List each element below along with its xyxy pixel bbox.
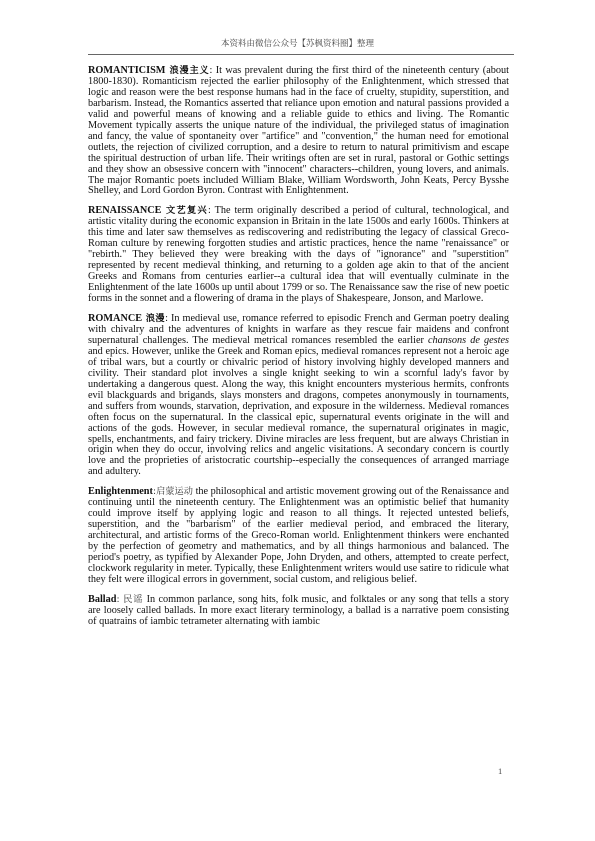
entry-term: ROMANTICISM (88, 65, 166, 76)
glossary-entry-ballad (88, 595, 509, 628)
entry-definition: In common parlance, song hits, folk music, and folktales or any song that tells a story are loosely called ballads. In more exact literary terminology, a ballad is a narrative poem consisting of quatrains of iambic tetrameter alternating with iambic (88, 593, 509, 627)
entry-definition: The term originally described a period of cultural, technological, and artistic vitality during the economic expansion in Britain in the late 1500s and early 1600s. Thinkers at this time and later saw themselves as rediscovering and redistributing the legacy of classical Greco-Roman culture by renewing forgotten studies and artistic practices, hence the name "renaissance" or "rebirth." They believed they were breaking with the days of "ignorance" and "superstition" represented by recent medieval thinking, and returning to a golden age akin to that of the ancient Greeks and Romans from centuries earlier--a cultural idea that will eventually culminate in the Enlightenment of the late 1600s up until about 1799 or so. The Renaissance saw the rise of new poetic forms in the sonnet and a flowering of drama in the plays of Shakespeare, Jonson, and Marlowe. (88, 205, 509, 305)
document-body (88, 66, 509, 637)
entry-definition: It was prevalent during the first third of the nineteenth century (about 1800-1830). Romanticism rejected the earlier philosophy of the Enlightenment, which stressed that logic and reason were the best response humans had in the face of cruelty, stupidity, superstition, and barbarism. Instead, the Romantics asserted that reliance upon emotion and natural passions provided a valid and powerful means of knowing and a reliable guide to ethics and living. The Romantic Movement typically asserts the unique nature of the individual, the privileged status of imagination and fancy, the value of spontaneity over "artifice" and "convention," the human need for emotional outlets, the rejection of civilized corruption, and a desire to return to natural primitivism and escape the spiritual destruction of urban life. Their writings often are set in rural, pastoral or Gothic settings and they show an obsessive concern with "innocent" characters--children, young lovers, and animals. The major Romantic poets included William Blake, William Wordsworth, John Keats, Percy Bysshe Shelley, and Lord Gordon Byron. Contrast with Enlightenment. (88, 65, 509, 197)
entry-chinese-term: 文艺复兴 (165, 205, 208, 217)
entry-definition: In medieval use, romance referred to episodic French and German poetry dealing with chivalry and the adventures of knights in warfare as they rescue fair maidens and confront supernatural challenges. The medieval metrical romances resembled the earlier (88, 313, 509, 346)
entry-definition: the philosophical and artistic movement growing out of the Renaissance and continuing until the nineteenth century. The Enlightenment was an optimistic belief that humanity could improve itself by applying logic and reason to all things. It rejected untested beliefs, superstition, and the "barbarism" of the earlier medieval period, and embraced the literary, architectural, and artistic forms of the Greco-Roman world. Enlightenment thinkers were enchanted by the perfection of geometry and mathematics, and by all things harmonious and balanced. The period's poetry, as typified by Alexander Pope, John Dryden, and others, attempted to create perfect, clockwork regularity in meter. Typically, these Enlightenment writers would use satire to ridicule what they felt were illogical errors in government, social custom, and religious belief. (88, 486, 510, 585)
entry-italic-phrase: chansons de gestes (428, 334, 509, 346)
entry-chinese-term: :启蒙运动 (152, 486, 193, 498)
entry-term: Enlightenment (88, 486, 153, 498)
entry-term: Ballad (88, 593, 117, 605)
glossary-entry-renaissance (88, 206, 509, 305)
header-divider (88, 54, 514, 55)
entry-chinese-term: : 民谣 (116, 593, 144, 605)
page-number: 1 (498, 766, 503, 776)
glossary-entry-romance (88, 314, 509, 478)
entry-chinese-term: 浪漫 (145, 313, 166, 325)
entry-term: ROMANCE (88, 313, 143, 325)
entry-chinese-term: 浪漫主义 (169, 65, 210, 76)
entry-definition-continued: and epics. However, unlike the Greek and Roman epics, medieval romances represent not a heroic age of tribal wars, but a courtly or chivalric period of history involving highly developed manners and civility. Their standard plot involves a single knight seeking to win a scornful lady's favor by undertaking a dangerous quest. Along the way, this knight encounters mysterious hermits, confronts evil blackguards and brigands, slays monsters and dragons, competes anonymously in tournaments, and suffers from wounds, starvation, deprivation, and exposure in the wilderness. Medieval romances often focus on the supernatural. In the classical epic, supernatural events originate in the will and actions of the gods. However, in secular medieval romance, the supernatural originates in magic, spells, enchantments, and fairy trickery. Divine miracles are less frequent, but are always Christian in origin when they do occur, involving relics and angelic visitations. A secondary concern is courtly love and the proprieties of aristocratic courtship--especially the consequences of arranged marriage and adultery. (88, 345, 509, 478)
glossary-entry-enlightenment (88, 487, 509, 586)
glossary-entry-romanticism (88, 66, 509, 197)
entry-term: RENAISSANCE (88, 205, 162, 217)
entry-separator: : (209, 65, 216, 76)
entry-separator: : (207, 205, 215, 217)
page-header: 本资料由微信公众号【苏枫资料圈】整理 (220, 39, 374, 49)
entry-separator: : (165, 313, 171, 325)
